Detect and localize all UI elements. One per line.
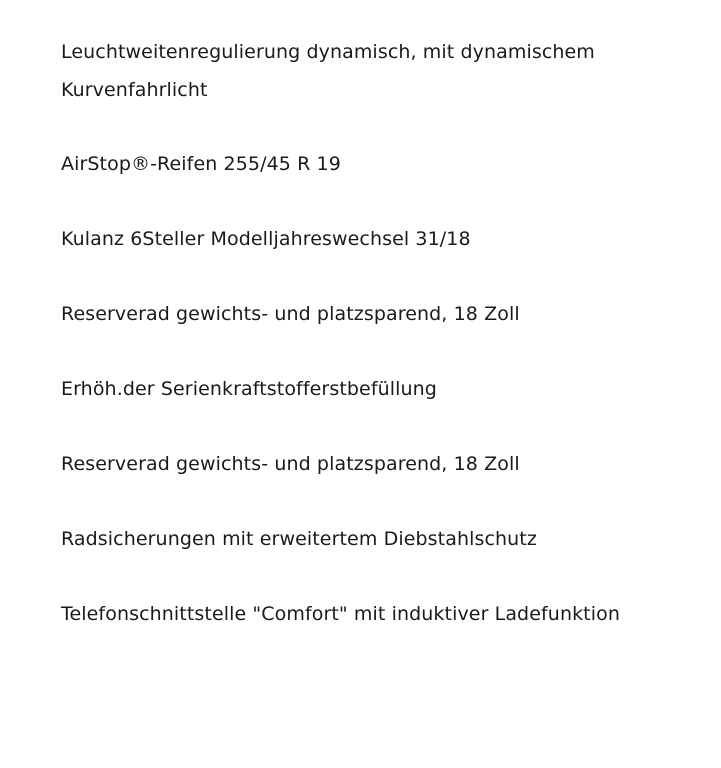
list-item: Radsicherungen mit erweitertem Diebstahlschutz	[61, 528, 537, 550]
list-item: Erhöh.der Serienkraftstofferstbefüllung	[61, 378, 437, 400]
list-item: Leuchtweitenregulierung dynamisch, mit dynamischem Kurvenfahrlicht	[61, 41, 595, 101]
list-item: Reserverad gewichts- und platzsparend, 18 Zoll	[61, 453, 520, 475]
equipment-list	[61, 33, 701, 670]
list-item: Reserverad gewichts- und platzsparend, 18 Zoll	[61, 303, 520, 325]
list-item: Kulanz 6Steller Modelljahreswechsel 31/18	[61, 228, 471, 250]
list-item: AirStop®-Reifen 255/45 R 19	[61, 153, 341, 175]
list-item: Telefonschnittstelle "Comfort" mit induktiver Ladefunktion	[61, 603, 620, 625]
